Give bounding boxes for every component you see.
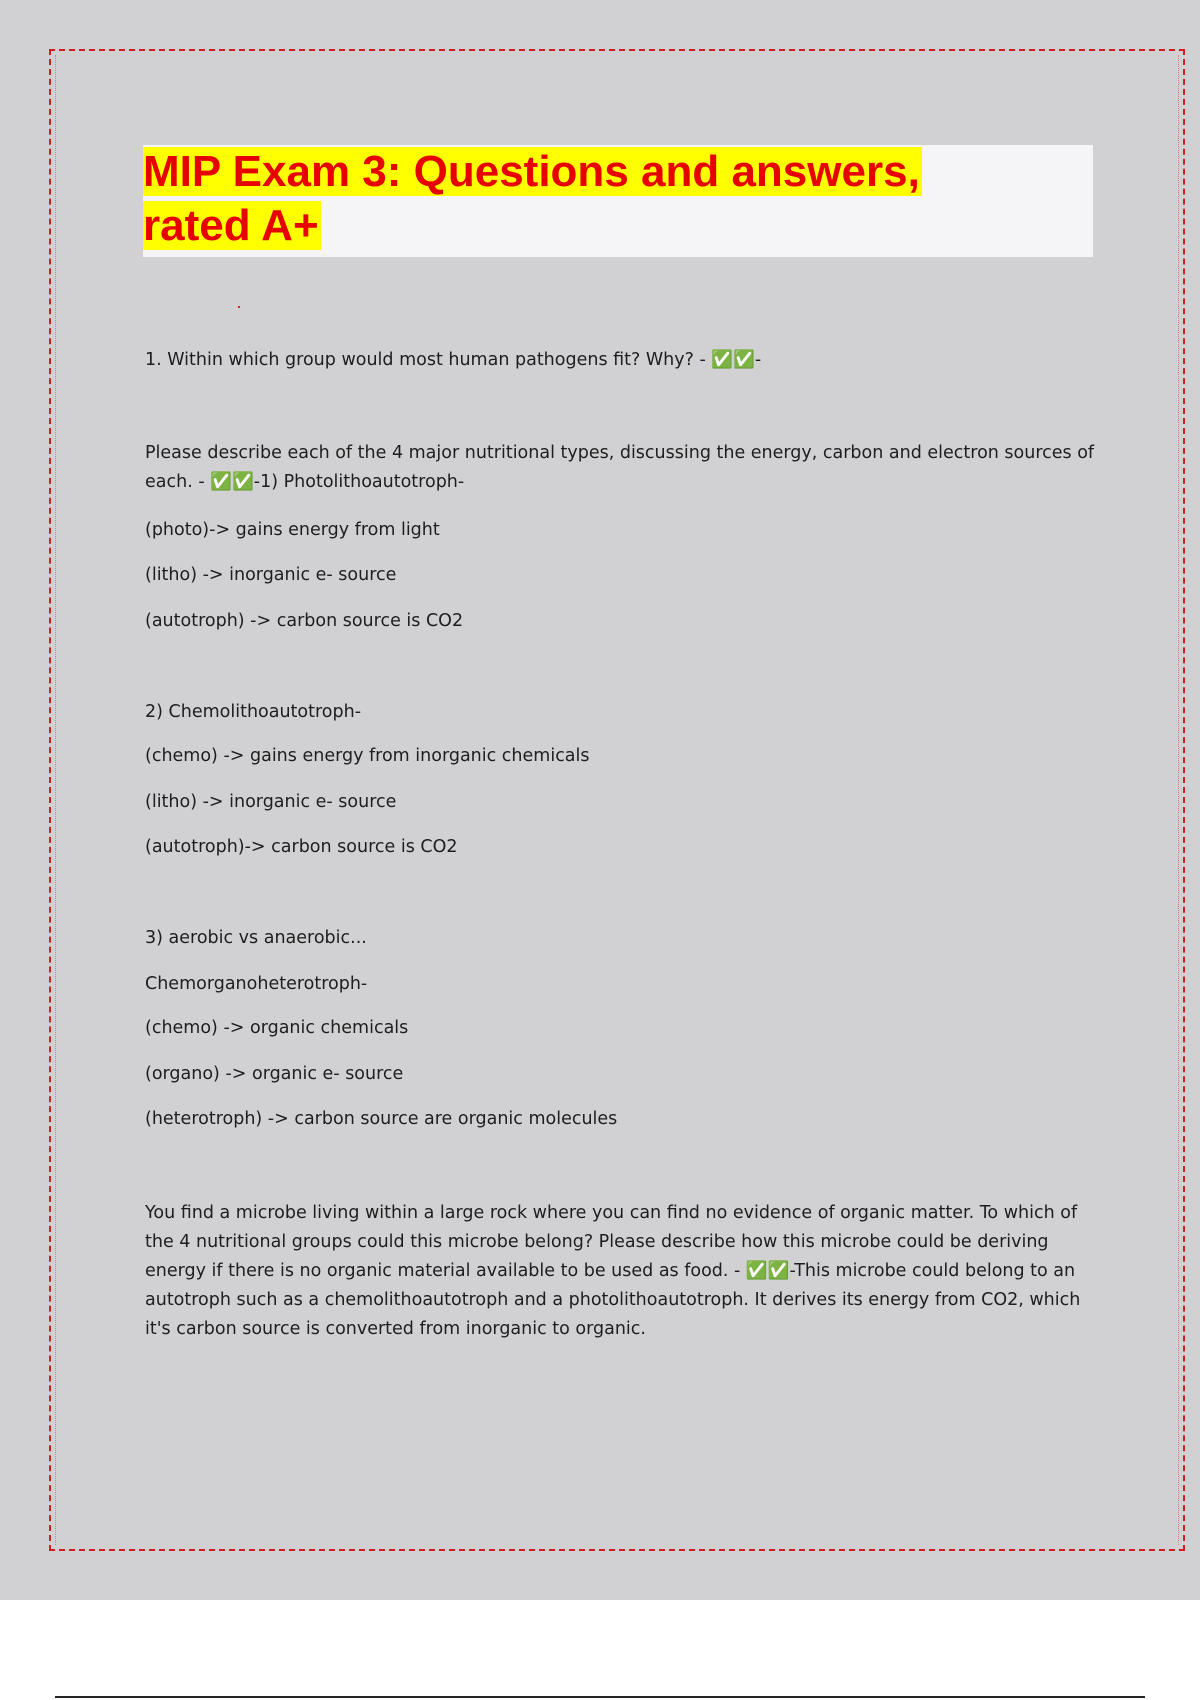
photo-autotroph-line: (autotroph) -> carbon source is CO2 xyxy=(145,611,464,631)
chemo-autotroph-line: (autotroph)-> carbon source is CO2 xyxy=(145,837,458,857)
chemo-energy-line: (chemo) -> gains energy from inorganic chemicals xyxy=(145,746,590,766)
question-1: 1. Within which group would most human pathogens fit? Why? - ✅✅- xyxy=(145,350,762,370)
chemolithoautotroph-heading: 2) Chemolithoautotroph- xyxy=(145,702,362,722)
question-3: You find a microbe living within a large rock where you can find no evidence of organic matter. To which of the 4 nutritional groups could this microbe belong? Please describe how this microbe could be deriving energy if there is no organic material available to be used as food. - ✅✅-This microbe could belong to an autotroph such as a chemolithoautotroph and a photolithoautotroph. It derives its energy from CO2, which it's carbon source is converted from inorganic to organic. xyxy=(145,1203,1081,1339)
title-line-2: rated A+ xyxy=(143,201,319,250)
organo-chemo-line: (chemo) -> organic chemicals xyxy=(145,1018,409,1038)
document-title xyxy=(143,145,1023,253)
aerobic-heading: 3) aerobic vs anaerobic... xyxy=(145,928,367,948)
chemo-litho-line: (litho) -> inorganic e- source xyxy=(145,792,397,812)
organo-heterotroph-line: (heterotroph) -> carbon source are organic molecules xyxy=(145,1109,618,1129)
organo-organo-line: (organo) -> organic e- source xyxy=(145,1064,404,1084)
stray-dot xyxy=(238,306,240,308)
chemorganoheterotroph-heading: Chemorganoheterotroph- xyxy=(145,974,368,994)
photo-litho-line: (litho) -> inorganic e- source xyxy=(145,565,397,585)
footer-rule xyxy=(55,1696,1145,1698)
question-2: Please describe each of the 4 major nutritional types, discussing the energy, carbon and electron sources of each. - ✅✅-1) Photolithoautotroph- xyxy=(145,443,1095,492)
photo-energy-line: (photo)-> gains energy from light xyxy=(145,520,440,540)
title-line-1: MIP Exam 3: Questions and answers, xyxy=(143,147,920,196)
